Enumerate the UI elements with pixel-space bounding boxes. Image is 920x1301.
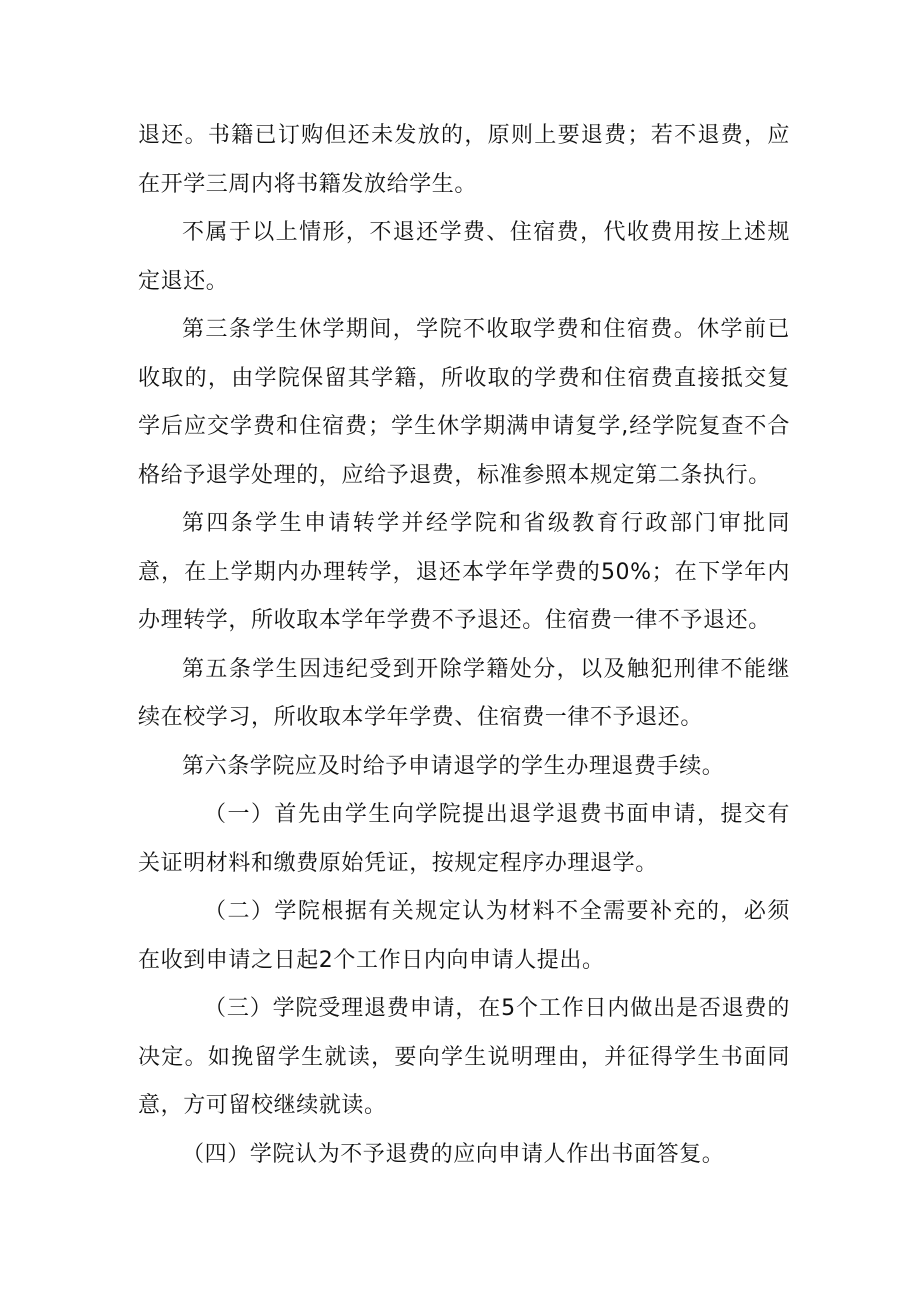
paragraph-article-5: 第五条学生因违纪受到开除学籍处分，以及触犯刑律不能继续在校学习，所收取本学年学费、住宿费一律不予退还。 bbox=[138, 656, 790, 730]
document-body bbox=[138, 112, 790, 1179]
paragraph-item-1: （一）首先由学生向学院提出退学退费书面申请，提交有关证明材料和缴费原始凭证，按规定程序办理退学。 bbox=[138, 802, 790, 876]
paragraph-item-4: （四）学院认为不予退费的应向申请人作出书面答复。 bbox=[182, 1141, 725, 1167]
paragraph-1: 退还。书籍已订购但还未发放的，原则上要退费；若不退费，应在开学三周内将书籍发放给学生。 bbox=[138, 123, 790, 197]
paragraph-article-4: 第四条学生申请转学并经学院和省级教育行政部门审批同意，在上学期内办理转学，退还本学年学费的50%；在下学年内办理转学，所收取本学年学费不予退还。住宿费一律不予退还。 bbox=[138, 511, 790, 633]
paragraph-item-2: （二）学院根据有关规定认为材料不全需要补充的，必须在收到申请之日起2个工作日内向申请人提出。 bbox=[138, 899, 790, 973]
paragraph-article-3: 第三条学生休学期间，学院不收取学费和住宿费。休学前已收取的，由学院保留其学籍，所收取的学费和住宿费直接抵交复学后应交学费和住宿费；学生休学期满申请复学,经学院复查不合格给予退学处理的，应给予退费，标准参照本规定第二条执行。 bbox=[138, 317, 790, 488]
paragraph-article-6: 第六条学院应及时给予申请退学的学生办理退费手续。 bbox=[182, 753, 725, 779]
paragraph-2: 不属于以上情形，不退还学费、住宿费，代收费用按上述规定退还。 bbox=[138, 220, 790, 294]
paragraph-item-3: （三）学院受理退费申请，在5个工作日内做出是否退费的决定。如挽留学生就读，要向学生说明理由，并征得学生书面同意，方可留校继续就读。 bbox=[138, 996, 790, 1118]
